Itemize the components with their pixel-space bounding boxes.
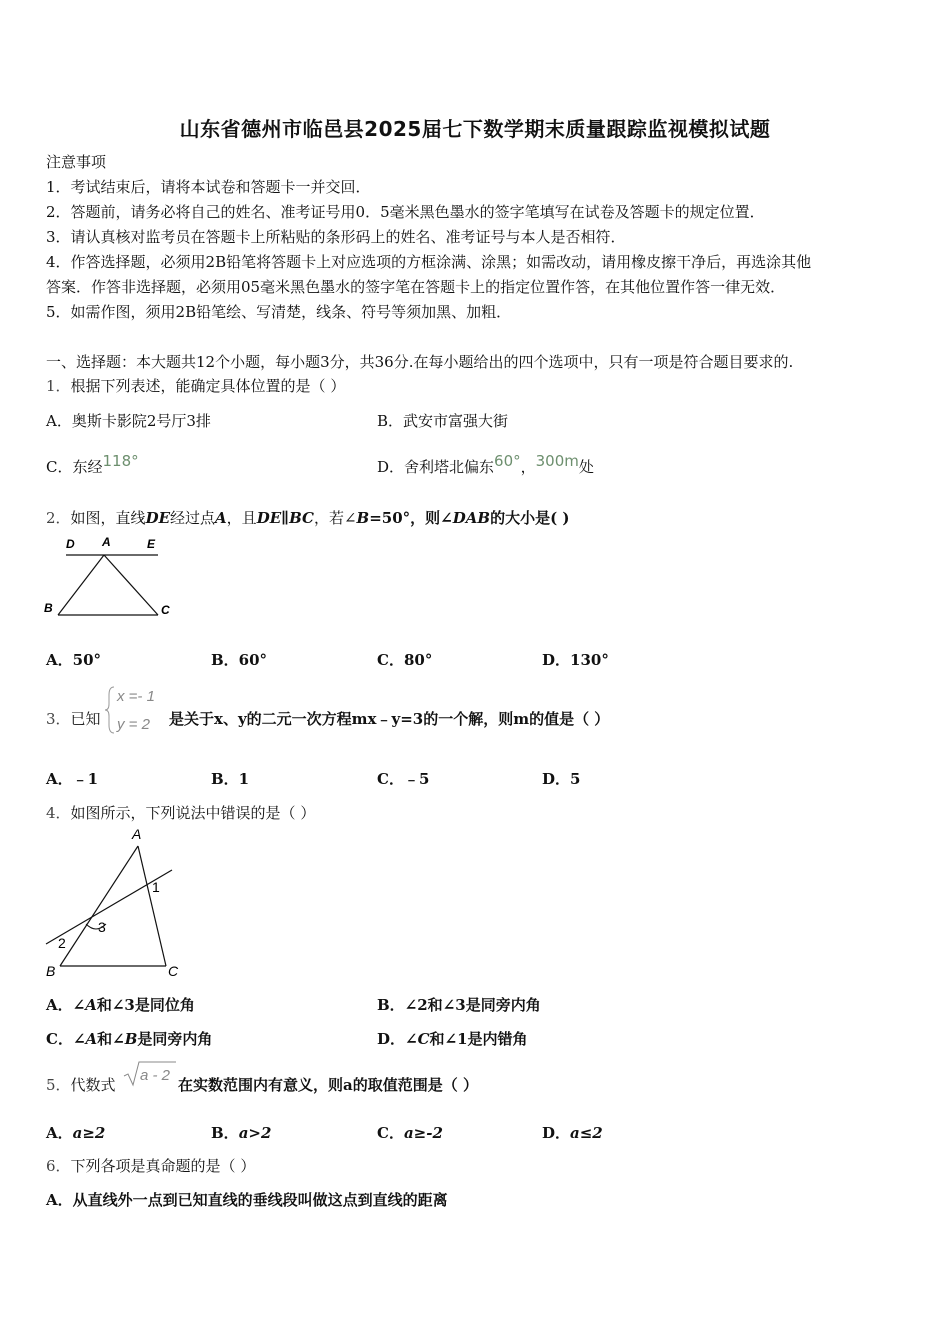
option-text: 和∠ <box>97 1030 125 1048</box>
option-label: D．∠ <box>377 1030 418 1048</box>
q2-option-c: C．80° <box>377 651 433 669</box>
notice-item: 1．考试结束后，请将本试卷和答题卡一并交回． <box>46 178 371 196</box>
label-e: E <box>147 537 156 551</box>
notice-item: 2．答题前，请务必将自己的姓名、准考证号用0．5毫米黑色墨水的签字笔填写在试卷及答题卡的规定位置． <box>46 203 765 221</box>
question-number: 2． <box>46 509 71 527</box>
math-var: DE∥BC <box>256 509 314 527</box>
math-var: B <box>124 1030 138 1048</box>
option-suffix: 处 <box>578 458 594 476</box>
stem-text: 经过点 <box>170 509 216 527</box>
option-label: A． <box>46 1124 73 1142</box>
option-label: A．∠ <box>46 996 86 1014</box>
question-number: 5． <box>46 1076 71 1094</box>
math-var: DAB <box>452 509 491 527</box>
question-3-stem: 是关于x、y的二元一次方程mx﹣y=3的一个解，则m的值是（ ） <box>169 710 610 728</box>
question-6 <box>46 1156 255 1176</box>
segment-ab <box>60 846 138 966</box>
page-title: 山东省德州市临邑县2025届七下数学期末质量跟踪监视模拟试题 <box>179 117 771 141</box>
q5-option-c <box>377 1123 443 1143</box>
q2-option-a: A．50° <box>46 651 102 669</box>
question-4 <box>46 803 315 823</box>
q4-triangle-figure <box>40 826 190 982</box>
question-2 <box>46 508 570 528</box>
question-5-stem: 在实数范围内有意义，则a的取值范围是（ ） <box>178 1076 478 1094</box>
math-var: A <box>85 1030 98 1048</box>
question-stem: 如图所示，下列说法中错误的是（ ） <box>70 804 316 822</box>
question-number: 6． <box>46 1157 71 1175</box>
q2-option-d: D．130° <box>542 651 609 669</box>
equation-x: x =- 1 <box>117 688 155 705</box>
option-value: a≥2 <box>72 1124 106 1142</box>
stem-text: 代数式 <box>70 1076 116 1094</box>
q4-option-d <box>377 1029 528 1049</box>
q3-option-d: D．5 <box>542 770 581 788</box>
stem-text: 已知 <box>70 710 101 728</box>
q5-option-b <box>211 1123 271 1143</box>
notice-item: 4．作答选择题，必须用2B铅笔将答题卡上对应选项的方框涂满、涂黑；如需改动，请用橡皮擦干净后，再选涂其他 <box>46 253 812 271</box>
option-label: D．舍利塔北偏东 <box>377 458 495 476</box>
option-text: 和∠3是同位角 <box>96 996 195 1014</box>
option-value: a≥-2 <box>403 1124 443 1142</box>
label-c: C <box>161 603 170 617</box>
math-var: DE <box>145 509 171 527</box>
radical-expression <box>122 1058 178 1088</box>
q4-option-b: B．∠2和∠3是同旁内角 <box>377 996 541 1014</box>
notice-item: 5．如需作图，须用2B铅笔绘、写清楚，线条、符号等须加黑、加粗． <box>46 303 512 321</box>
label-3: 3 <box>98 919 106 935</box>
segment-ac <box>138 846 166 966</box>
section-heading: 一、选择题：本大题共12个小题，每小题3分，共36分.在每小题给出的四个选项中，只有一项是符合题目要求的. <box>46 353 794 371</box>
notice-heading: 注意事项 <box>46 153 107 171</box>
label-a: A <box>132 826 142 842</box>
math-var: C <box>417 1030 430 1048</box>
label-d: D <box>66 537 75 551</box>
radicand: a - 2 <box>140 1067 171 1084</box>
math-var: A <box>215 509 227 527</box>
option-value: a≤2 <box>570 1124 603 1142</box>
label-b: B <box>44 601 53 615</box>
option-text: 和∠1是内错角 <box>429 1030 528 1048</box>
question-number: 3． <box>46 710 71 728</box>
stem-text: ，若∠ <box>313 509 357 527</box>
q5-option-a <box>46 1123 105 1143</box>
q3-option-b: B．1 <box>211 770 250 788</box>
q2-triangle-figure <box>40 532 180 622</box>
option-label: C． <box>377 1124 404 1142</box>
formula-image: 60° <box>494 452 521 470</box>
q1-option-c <box>46 452 139 477</box>
q4-option-c <box>46 1029 212 1049</box>
question-1 <box>46 376 345 396</box>
notice-item: 3．请认真核对监考员在答题卡上所粘贴的条形码上的姓名、准考证号与本人是否相符． <box>46 228 626 246</box>
q1-option-b: B．武安市富强大街 <box>377 412 509 430</box>
question-number: 1． <box>46 377 71 395</box>
stem-text: ，且 <box>226 509 257 527</box>
formula-image: 300m <box>535 452 579 470</box>
left-brace <box>105 687 114 733</box>
notice-item: 答案．作答非选择题，必须用05毫米黑色墨水的签字笔在答题卡上的指定位置作答，在其他位置作答一律无效． <box>46 278 786 296</box>
option-label: D． <box>542 1124 571 1142</box>
segment-ab <box>58 555 104 615</box>
question-stem: 根据下列表述，能确定具体位置的是（ ） <box>70 377 346 395</box>
stem-text: 的大小是( ) <box>490 509 570 527</box>
question-stem: 下列各项是真命题的是（ ） <box>70 1157 256 1175</box>
label-c: C <box>168 963 179 979</box>
label-a: A <box>102 535 111 549</box>
stem-text: =50°，则∠ <box>369 509 453 527</box>
label-b: B <box>46 963 56 979</box>
q3-option-c: C．﹣5 <box>377 770 430 788</box>
q2-option-b: B．60° <box>211 651 268 669</box>
math-var: A <box>85 996 97 1014</box>
q1-option-a: A．奥斯卡影院2号厅3排 <box>46 412 211 430</box>
formula-image: 118° <box>102 452 139 470</box>
equation-y: y = 2 <box>117 716 150 733</box>
q1-option-d <box>377 452 594 477</box>
q3-option-a: A．﹣1 <box>46 770 99 788</box>
q5-option-d <box>542 1123 603 1143</box>
q6-option-a: A．从直线外一点到已知直线的垂线段叫做这点到直线的距离 <box>46 1191 448 1209</box>
question-3-prefix <box>46 709 101 729</box>
q4-option-a <box>46 995 195 1015</box>
label-1: 1 <box>152 879 160 895</box>
equation-system <box>104 683 170 737</box>
option-label: C．∠ <box>46 1030 86 1048</box>
math-var: B <box>356 509 370 527</box>
stem-text: 如图，直线 <box>70 509 146 527</box>
option-label: B． <box>211 1124 239 1142</box>
option-text: 是同旁内角 <box>137 1030 213 1048</box>
comma: ， <box>520 458 536 476</box>
label-2: 2 <box>58 935 66 951</box>
question-number: 4． <box>46 804 71 822</box>
option-label: C．东经 <box>46 458 103 476</box>
option-value: a>2 <box>238 1124 272 1142</box>
segment-ac <box>104 555 158 615</box>
question-5-prefix <box>46 1075 116 1095</box>
